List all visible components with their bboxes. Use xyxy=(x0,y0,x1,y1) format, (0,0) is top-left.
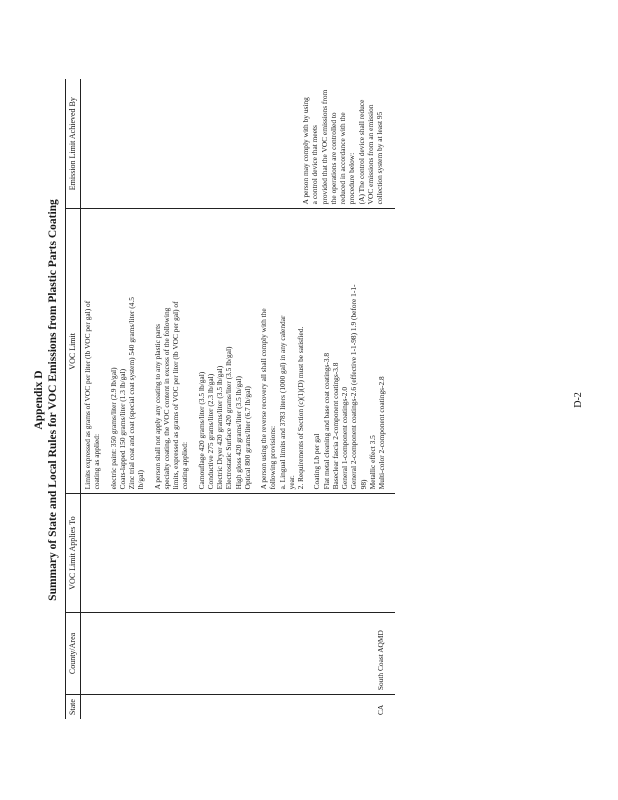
emission-line: procedure below: xyxy=(347,152,357,205)
emission-line: a control device that meets xyxy=(310,125,320,205)
emission-line: provided that the VOC emissions from xyxy=(319,89,329,205)
column-header-voc-limit: VOC Limit xyxy=(66,209,81,494)
emission-line: A person may comply with by using xyxy=(301,97,310,205)
voc-line: Electric Dryer 420 grams/liter (3.5 lb/gal) xyxy=(215,365,224,490)
voc-line: 98) xyxy=(358,479,368,490)
emission-line: (A) The control device shall reduce xyxy=(356,99,366,205)
emission-line: VOC emissions from an emission xyxy=(365,104,375,205)
cell-state: CA xyxy=(376,704,385,715)
voc-line: General 1-component coatings-2.0 xyxy=(340,386,349,490)
column-header-state: State xyxy=(66,695,81,719)
cell-emission-limit xyxy=(81,79,396,209)
column-header-applies-to: VOC Limit Applies To xyxy=(66,494,81,612)
emission-line: collection system by at least 95 xyxy=(375,111,384,205)
voc-block-provisions xyxy=(259,213,305,489)
voc-line: lb/gal) xyxy=(136,470,146,490)
voc-line: electric paint: 350 grams/liter (2.9 lb/gal) xyxy=(108,367,118,490)
appendix-heading: Appendix D xyxy=(33,370,45,430)
voc-block-coatings xyxy=(109,213,146,489)
voc-line: 2. Requirements of Section (c)(1)(D) must be satisfied. xyxy=(296,326,305,490)
voc-line: year. xyxy=(286,475,296,490)
title-block xyxy=(29,65,59,735)
voc-line: Metallic effect 3.5 xyxy=(367,435,377,490)
voc-block-intro xyxy=(83,213,102,489)
voc-block-specialty-intro xyxy=(153,213,190,489)
emission-spacer xyxy=(83,83,301,204)
column-header-county: County/Area xyxy=(66,612,81,694)
document-title: Summary of State and Local Rules for VOC Emissions from Plastic Parts Coating xyxy=(47,199,59,601)
table-row xyxy=(81,79,396,719)
voc-line: Electrostatic Surface 420 grams/liter (3.5 lb/gal) xyxy=(224,346,234,490)
voc-block-lb-per-gal xyxy=(312,213,386,489)
rotated-landscape-sheet xyxy=(29,65,589,735)
table-header-row xyxy=(66,79,81,719)
voc-line: Camouflage 420 grams/liter (3.5 lb/gal) xyxy=(196,371,206,490)
page-number: D-2 xyxy=(573,392,584,408)
emission-line: the operations are controlled to xyxy=(328,112,338,205)
voc-line: coating as applied: xyxy=(92,433,102,490)
voc-line: Coats-lapped 150 grams/liter (1.3 lb/gal) xyxy=(117,368,127,490)
column-header-emission-limit: Emission Limit Achieved By xyxy=(66,79,81,209)
voc-line: Multi-color 2-component coatings-2.8 xyxy=(377,376,386,490)
cell-applies-to xyxy=(81,494,396,612)
voc-line: coating applied: xyxy=(180,441,190,490)
voc-line: A person using the reverse recovery all shall comply with the xyxy=(259,308,268,490)
voc-line: Zinc trial coat and coat (special coat system) 540 grams/liter (4.5 xyxy=(127,297,136,490)
voc-line: General 2-component coatings-2.6 (effective 1-1-98) 1.9 (before 1-1- xyxy=(349,284,359,490)
voc-line: Conductive 275 grams/liter (2.3 lb/gal) xyxy=(205,373,215,490)
voc-line: Limits expressed as grams of VOC per liter (lb VOC per gal) of xyxy=(83,300,92,490)
voc-line: Flat metal cleaning and base coat coatings-3.8 xyxy=(321,352,331,490)
cell-county: South Coast AQMD xyxy=(81,612,396,694)
voc-line: High gloss 420 grams/liter (3.5 lb/gal) xyxy=(233,376,243,490)
voc-line: following provisions: xyxy=(268,425,278,490)
voc-line: Coating Lb per gal xyxy=(312,433,322,490)
voc-line: a. Lingual limits and 3783 liters (1000 gal) in any calendar xyxy=(277,315,287,490)
voc-rules-table xyxy=(65,79,395,719)
cell-voc-limit xyxy=(81,209,396,494)
voc-line: specialty coating, the VOC content in excess of the following xyxy=(161,307,171,490)
voc-line: limits, expressed as grams of VOC per liter (lb VOC per gal) of xyxy=(171,301,180,490)
voc-block-specialty-limits xyxy=(197,213,253,489)
emission-line: reduced in accordance with the xyxy=(338,112,347,205)
voc-line: Optical 800 grams/liter (6.7 lb/gal) xyxy=(242,386,252,490)
voc-line: A person shall not apply any coating to any plastic parts xyxy=(152,323,162,490)
voc-line: Baseclear fascia 2-component coatings-3.8 xyxy=(330,362,340,490)
